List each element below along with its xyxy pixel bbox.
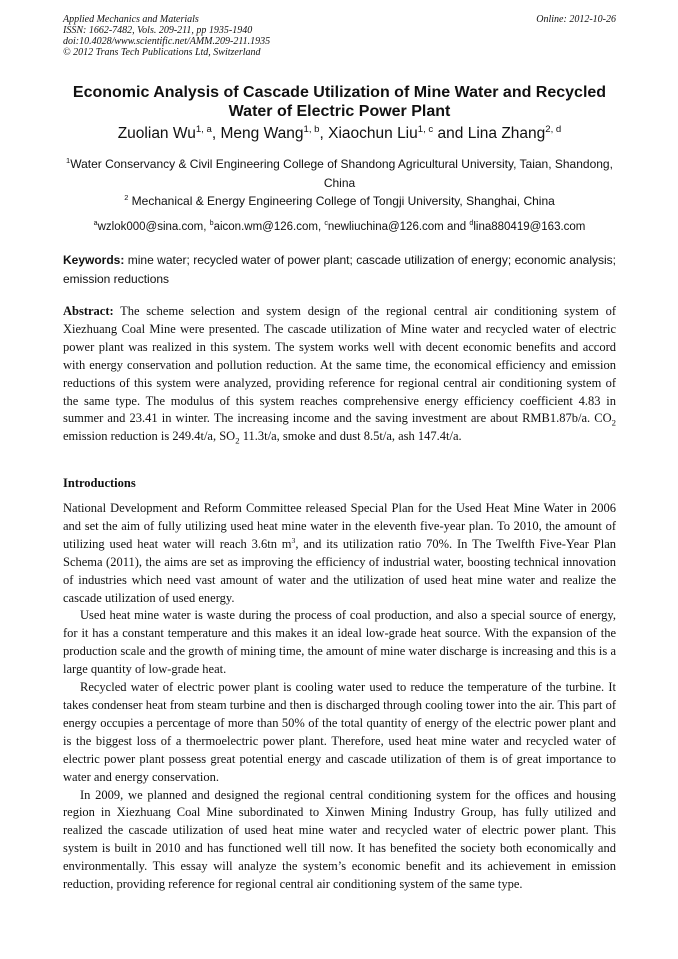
introduction-body (63, 500, 616, 894)
paragraph (63, 500, 616, 607)
journal-name: Applied Mechanics and Materials (63, 14, 199, 25)
issn-line: ISSN: 1662-7482, Vols. 209-211, pp 1935-1940 (63, 25, 253, 36)
abstract-text: The scheme selection and system design of the regional central air conditioning system of Xiezhuang Coal Mine were presented. The cascade utilization of Mine water and recycled water of electric power plant was realized in this system. The system works well with decent economic benefits and accord with energy conservation and pollution reduction. At the same time, the economical efficiency and emission reductions of this system were analyzed, providing reference for regional central air conditioning system of the same type. The modulus of this system reaches comprehensive energy efficiency coefficient 4.83 in summer and 23.41 in winter. The increasing income and the saving investment are about RMB1.87b/a. CO (63, 304, 616, 426)
affiliation-2 (63, 192, 616, 211)
abstract-text: emission reduction is 249.4t/a, SO (63, 429, 236, 444)
email-mark: d (469, 219, 474, 228)
email-list (63, 219, 616, 235)
author-separator: , (319, 125, 329, 142)
author-separator: , (211, 125, 221, 142)
email-mark: a (93, 219, 98, 228)
section-heading: Introductions (63, 476, 136, 490)
superscript: 3 (291, 535, 296, 545)
abstract-label: Abstract: (63, 304, 114, 318)
subscript: 2 (235, 435, 240, 446)
author-name: Xiaochun Liu (328, 125, 418, 142)
affiliation-number: 1 (66, 156, 71, 165)
paragraph-text: National Development and Reform Committee released Special Plan for the Used Heat Mine Water in 2006 and set the aim of fully utilizing used heat mine water in the eleventh five-year plan. To 2010, the amount of utilizing used heat water will reach 3.6tn m (63, 501, 616, 551)
affiliation-text: Mechanical & Energy Engineering College of Tongji University, Shanghai, China (128, 194, 555, 208)
affiliation-1 (63, 155, 616, 193)
author-affiliation-mark: 1, b (303, 123, 320, 135)
paragraph-text: , and its utilization ratio 70%. In The Twelfth Five-Year Plan Schema (2011), the aims are set as improving the efficiency of industrial water, boosting technical innovation of industries which need vast amount of water and the utilization of used heat mine water and realize the cascade utilization of used energy. (63, 536, 616, 605)
email-address[interactable]: wzlok000@sina.com (97, 221, 204, 233)
abstract-text: 11.3t/a, smoke and dust 8.5t/a, ash 147.4t/a. (239, 429, 462, 444)
author-name: Meng Wang (220, 125, 304, 142)
doi-line: doi:10.4028/www.scientific.net/AMM.209-211.1935 (63, 36, 271, 47)
abstract-paragraph (63, 303, 616, 446)
author-list (63, 124, 616, 144)
author-affiliation-mark: 1, a (195, 123, 212, 135)
paragraph: Used heat mine water is waste during the process of coal production, and also a special source of energy, for it has a constant temperature and this makes it an ideal low-grade heat source. With the expansion of the production scale and the growth of mining time, the amount of mine water discharge is increasing and this is a large quantity of low-grade heat. (63, 608, 616, 677)
keywords-label: Keywords: (63, 253, 125, 267)
paragraph: Recycled water of electric power plant is cooling water used to reduce the temperature of the turbine. It takes condenser heat from steam turbine and then is discharged through cooling tower into the air. This part of energy occupies a percentage of more than 50% of the total quantity of energy of the electric power plant and is the biggest loss of a thermoelectric power plant. Therefore, used heat mine water and recycled water of electric power plant possess great potential energy and cascade utilization of them is of great importance to water and energy conservation. (63, 680, 616, 784)
publication-info (63, 14, 616, 58)
author-affiliation-mark: 1, c (417, 123, 434, 135)
email-separator: , (203, 221, 210, 233)
email-address[interactable]: aicon.wm@126.com (213, 221, 318, 233)
author-name: Zuolian Wu (117, 125, 196, 142)
paper-title: Economic Analysis of Cascade Utilization of Mine Water and Recycled Water of Electric Power Plant (72, 84, 607, 120)
affiliation-text: Water Conservancy & Civil Engineering College of Shandong Agricultural University, Taian, Shandong, China (70, 157, 613, 190)
keywords-text: mine water; recycled water of power plant; cascade utilization of energy; economic analysis; emission reductions (63, 253, 616, 286)
author-name: Lina Zhang (467, 125, 546, 142)
email-mark: b (209, 219, 214, 228)
email-address[interactable]: newliuchina@126.com (327, 221, 444, 233)
email-address[interactable]: lina880419@163.com (473, 221, 586, 233)
author-separator: and (433, 125, 468, 142)
affiliation-number: 2 (124, 193, 129, 202)
subscript: 2 (611, 417, 616, 428)
email-separator: and (443, 221, 470, 233)
online-date: Online: 2012-10-26 (536, 14, 616, 25)
author-affiliation-mark: 2, d (545, 123, 562, 135)
email-mark: c (324, 219, 328, 228)
paragraph: In 2009, we planned and designed the regional central conditioning system for the offices and housing region in Xiezhuang Coal Mine subordinated to Xinwen Mining Industry Group, has fully utilized and realized the cascade utilization of used heat mine water and recycled water of electric power plant. This system is built in 2010 and has functioned well till now. It has benefited the society both economically and environmentally. This essay will analyze the system’s economic benefit and its achievement in emission reduction, providing reference for regional central air conditioning system of the same type. (63, 787, 616, 892)
running-header (63, 14, 616, 58)
keywords-paragraph (63, 251, 616, 289)
copyright-line: © 2012 Trans Tech Publications Ltd, Switzerland (63, 47, 261, 58)
email-separator: , (317, 221, 325, 233)
